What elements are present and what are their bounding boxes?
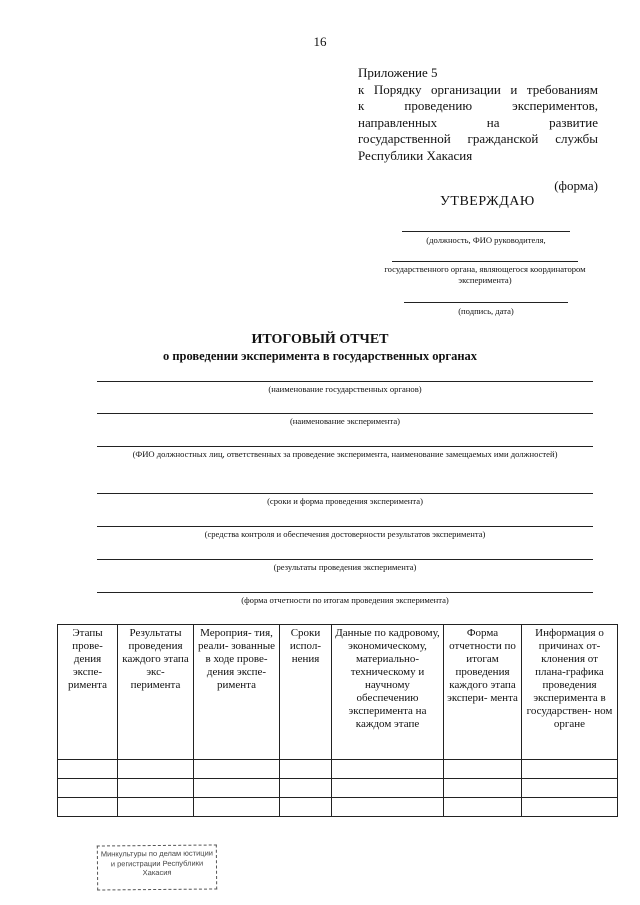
table-header-row [58, 625, 618, 760]
report-table [57, 624, 618, 817]
header-cell-deadlines: Сроки испол- нения [280, 625, 332, 760]
table-cell[interactable] [444, 760, 522, 779]
table-cell[interactable] [522, 779, 618, 798]
appendix-line-3: к проведению экспериментов, [358, 98, 598, 113]
table-cell[interactable] [194, 760, 280, 779]
signature-line [404, 302, 568, 303]
field-line-7 [97, 592, 593, 593]
field-caption-7: (форма отчетности по итогам проведения эксперимента) [241, 595, 449, 605]
header-cell-results: Результаты проведения каждого этапа экс- перимента [118, 625, 194, 760]
field-line-1 [97, 381, 593, 382]
report-title: ИТОГОВЫЙ ОТЧЕТ [251, 332, 389, 347]
table-row [58, 779, 618, 798]
header-cell-activities: Мероприя- тия, реали- зованные в ходе прове- дения экспе- римента [194, 625, 280, 760]
header-cell-report-form: Форма отчетности по итогам проведения каждого этапа экспери- мента [444, 625, 522, 760]
field-caption-2: (наименование эксперимента) [289, 416, 401, 426]
header-cell-deviation-info: Информация о причинах от- клонения от плана-графика проведения эксперимента в государствен- ном органе [522, 625, 618, 760]
table-row [58, 760, 618, 779]
form-label: (форма) [554, 178, 598, 193]
header-cell-stages: Этапы прове- дения экспе- римента [58, 625, 118, 760]
table-cell[interactable] [332, 779, 444, 798]
table-cell[interactable] [194, 798, 280, 817]
field-caption-4: (сроки и форма проведения эксперимента) [267, 496, 423, 506]
table-cell[interactable] [58, 798, 118, 817]
table-cell[interactable] [280, 798, 332, 817]
table-cell[interactable] [444, 798, 522, 817]
field-caption-6: (результаты проведения эксперимента) [273, 562, 417, 572]
field-caption-1: (наименование государственных органов) [268, 384, 422, 394]
approver-position-line [402, 231, 570, 232]
table-cell[interactable] [332, 760, 444, 779]
table-cell[interactable] [332, 798, 444, 817]
table-cell[interactable] [118, 779, 194, 798]
field-line-2 [97, 413, 593, 414]
registration-stamp: Минкультуры по делам юстиции и регистрации Республики Хакасия [97, 844, 217, 890]
appendix-line-2: к Порядку организации и требованиям [358, 81, 598, 97]
table-cell[interactable] [118, 798, 194, 817]
table-cell[interactable] [444, 779, 522, 798]
table-cell[interactable] [58, 779, 118, 798]
table-cell[interactable] [194, 779, 280, 798]
signature-caption: (подпись, дата) [458, 306, 514, 316]
table-cell[interactable] [58, 760, 118, 779]
field-line-4 [97, 493, 593, 494]
table-row [58, 798, 618, 817]
table-cell[interactable] [280, 779, 332, 798]
approver-body-caption: государственного органа, являющегося координатором эксперимента) [384, 264, 586, 285]
table-cell[interactable] [118, 760, 194, 779]
approve-heading: УТВЕРЖДАЮ [440, 194, 535, 209]
header-cell-support-data: Данные по кадровому, экономическому, материально- техническому и научному обеспечению эксперимента на каждом этапе [332, 625, 444, 760]
field-line-5 [97, 526, 593, 527]
table-cell[interactable] [522, 798, 618, 817]
appendix-block [358, 65, 598, 164]
approver-position-caption: (должность, ФИО руководителя, [426, 235, 546, 245]
appendix-line-1: Приложение 5 [358, 65, 438, 80]
report-subtitle: о проведении эксперимента в государственных органах [162, 349, 478, 363]
field-line-6 [97, 559, 593, 560]
appendix-line-4: направленных на развитие [358, 114, 598, 130]
approver-body-line [392, 261, 578, 262]
field-caption-5: (средства контроля и обеспечения достоверности результатов эксперимента) [204, 529, 486, 539]
table-cell[interactable] [280, 760, 332, 779]
table-cell[interactable] [522, 760, 618, 779]
field-caption-3: (ФИО должностных лиц, ответственных за проведение эксперимента, наименование замещаемых ими должностей) [132, 449, 558, 459]
appendix-line-6: Республики Хакасия [358, 147, 473, 163]
field-line-3 [97, 446, 593, 447]
appendix-line-5: государственной гражданской службы [358, 131, 598, 146]
page-number: 16 [313, 34, 327, 49]
